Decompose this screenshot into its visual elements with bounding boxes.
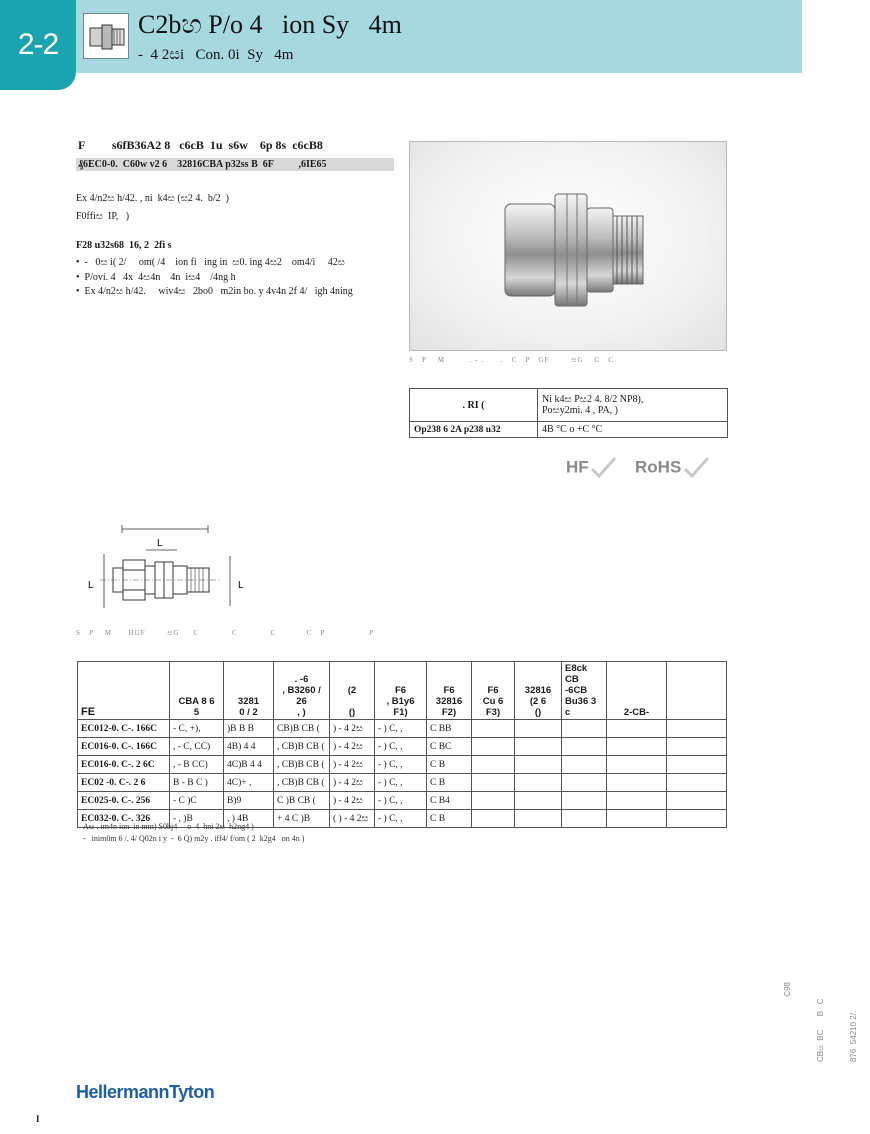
- table-cell: 4B) 4 4: [224, 738, 274, 756]
- table-cell: C BB: [427, 720, 472, 738]
- doc-ref-line: 876 54210 2/.: [849, 1010, 858, 1062]
- table-cell: B)9: [224, 792, 274, 810]
- table-cell: [667, 720, 727, 738]
- drawing-caption: S P M HGF සG C C C C P P: [76, 629, 375, 637]
- table-cell: ( ) - 4 2ස: [330, 810, 375, 828]
- column-header: E8ck CB -6CB Bu36 3 c: [562, 662, 607, 720]
- column-header: 3281 0 / 2: [224, 662, 274, 720]
- table-cell: ) - 4 2ස: [330, 792, 375, 810]
- table-cell: - ) C, ,: [375, 720, 427, 738]
- table-header-row: [78, 662, 727, 720]
- table-cell: 4C)+ ,: [224, 774, 274, 792]
- table-cell: - , )B: [170, 810, 224, 828]
- product-title: F s6fB36A2 8 c6cB 1u s6w 6p 8s c6cB8: [78, 138, 323, 152]
- page-subtitle: - 4 2සi Con. 0i Sy 4m: [138, 47, 294, 63]
- doc-ref-line: CBස BC B C: [816, 998, 825, 1062]
- table-cell: [562, 720, 607, 738]
- table-cell: [472, 738, 515, 756]
- footnote-1: Aස . im4n ion in mm) S0bj4 o 4 hni 2ස h2ng4 ): [83, 822, 254, 831]
- table-cell: [562, 792, 607, 810]
- product-data-table: [77, 661, 727, 828]
- table-cell: )B B B: [224, 720, 274, 738]
- table-cell: [562, 756, 607, 774]
- table-cell: ) - 4 2ස: [330, 774, 375, 792]
- table-cell: , CB)B CB (: [274, 774, 330, 792]
- dim-label-left: L: [88, 580, 94, 591]
- column-header: . -6 , B3260 / 26 , ): [274, 662, 330, 720]
- table-cell: [607, 738, 667, 756]
- table-cell: - C, +),: [170, 720, 224, 738]
- material-value: [538, 389, 728, 422]
- product-line-2: F0ffiස IP, ): [76, 211, 130, 222]
- table-cell: [515, 810, 562, 828]
- table-cell: + 4 C )B: [274, 810, 330, 828]
- table-cell: [667, 738, 727, 756]
- page-marker: I: [36, 1114, 40, 1124]
- material-label: . RI (: [410, 389, 538, 422]
- table-cell: [472, 756, 515, 774]
- rohs-label: RoHS: [635, 457, 682, 477]
- table-cell: B - B C ): [170, 774, 224, 792]
- column-header: CBA 8 6 5: [170, 662, 224, 720]
- check-icon: [589, 456, 617, 480]
- table-cell: [515, 774, 562, 792]
- table-cell: [667, 792, 727, 810]
- table-cell: [515, 756, 562, 774]
- table-cell: , ) 4B: [224, 810, 274, 828]
- features-title: F28 u32s68 16, 2 2fi s: [76, 240, 172, 251]
- table-cell: [562, 810, 607, 828]
- table-cell: - ) C, ,: [375, 756, 427, 774]
- conduit-fitting-icon: [83, 13, 129, 59]
- table-cell: [562, 774, 607, 792]
- table-cell: [667, 774, 727, 792]
- table-cell: [472, 792, 515, 810]
- product-code-cell: EC012-0. C-. 166C: [78, 720, 170, 738]
- material-value-line: Poසy2mi. 4 , PA, ): [542, 405, 619, 416]
- material-value-line: Ni k4ස Pස2 4. 8/2 NP8),: [542, 394, 644, 405]
- doc-ref-line: C98: [783, 982, 792, 997]
- feature-item: • Ex 4/n2ස h/42. wiv4ස 2bo0 m2in bo. y 4v4n 2f 4/ igh 4ning: [76, 286, 353, 301]
- product-line-1: Ex 4/n2ස h/42. , ni k4ස (ස2 4. b/2 ): [76, 193, 229, 204]
- photo-caption: S P M . - . . C P GF සG C C: [409, 356, 615, 364]
- table-cell: - ) C, ,: [375, 774, 427, 792]
- table-row: [78, 792, 727, 810]
- operating-temp-label: Op238 6 2A p238 u32: [410, 422, 538, 438]
- column-header: F6 , B1y6 F1): [375, 662, 427, 720]
- table-cell: [515, 738, 562, 756]
- check-icon: [682, 456, 710, 480]
- table-cell: , CB)B CB (: [274, 738, 330, 756]
- feature-item: • - 0ස i( 2/ om( /4 ion fi ing in ස0. ing 4ස2 om4/i 42ස: [76, 257, 353, 272]
- table-cell: [607, 756, 667, 774]
- material-table: [409, 388, 728, 438]
- rohs-badge: [635, 456, 710, 480]
- table-row: [78, 756, 727, 774]
- page-title: C2bහ P/o 4 ion Sy 4m: [138, 10, 402, 39]
- product-code-cell: EC016-0. C-. 166C: [78, 738, 170, 756]
- table-cell: C B: [427, 756, 472, 774]
- product-photo: [409, 141, 727, 351]
- features-list: [76, 257, 353, 301]
- table-cell: [472, 720, 515, 738]
- table-cell: [515, 720, 562, 738]
- table-cell: ) - 4 2ස: [330, 756, 375, 774]
- table-cell: C )B CB (: [274, 792, 330, 810]
- product-code-cell: EC02 -0. C-. 2 6: [78, 774, 170, 792]
- dimension-drawing: [80, 522, 260, 622]
- table-cell: 4C)B 4 4: [224, 756, 274, 774]
- table-cell: [562, 738, 607, 756]
- product-code-cell: EC016-0. C-. 2 6C: [78, 756, 170, 774]
- footnote-2: - inim0m 6 /. 4/ Q02n i y - 6 Q) m2y . iff4/ f/om ( 2 k2g4 on 4n ): [83, 834, 305, 843]
- table-cell: C B4: [427, 792, 472, 810]
- table-cell: C B: [427, 774, 472, 792]
- table-cell: [472, 810, 515, 828]
- table-cell: C BC: [427, 738, 472, 756]
- table-cell: [472, 774, 515, 792]
- hf-label: HF: [566, 457, 589, 477]
- section-tab: 2-2: [0, 0, 76, 90]
- table-row: [78, 774, 727, 792]
- feature-item: • P/ovi. 4 4x 4ස4n 4n iස4 /4ng h: [76, 272, 353, 287]
- table-cell: , - C, CC): [170, 738, 224, 756]
- table-row: [78, 720, 727, 738]
- table-cell: - ) C, ,: [375, 792, 427, 810]
- column-header: 2-CB-: [607, 662, 667, 720]
- table-cell: C B: [427, 810, 472, 828]
- halogen-free-badge: [566, 456, 617, 480]
- product-code-cell: EC032-0. C-. 326: [78, 810, 170, 828]
- column-header: [667, 662, 727, 720]
- table-cell: [667, 756, 727, 774]
- table-cell: - C )C: [170, 792, 224, 810]
- column-header: F6 Cu 6 F3): [472, 662, 515, 720]
- company-logo: HellermannTyton: [76, 1082, 215, 1102]
- table-cell: , - B CC): [170, 756, 224, 774]
- dim-label-right: L: [238, 580, 244, 591]
- table-cell: [607, 720, 667, 738]
- table-cell: - ) C, ,: [375, 738, 427, 756]
- table-cell: ) - 4 2ස: [330, 738, 375, 756]
- table-cell: [515, 792, 562, 810]
- table-row: [78, 738, 727, 756]
- table-cell: [607, 810, 667, 828]
- column-header: F6 32816 F2): [427, 662, 472, 720]
- table-cell: [667, 810, 727, 828]
- column-header: FE: [78, 662, 170, 720]
- column-header: (2 (): [330, 662, 375, 720]
- table-cell: [607, 774, 667, 792]
- column-header: 32816 (2 6 (): [515, 662, 562, 720]
- operating-temp-value: 4B °C o +C °C: [538, 422, 728, 438]
- table-cell: [607, 792, 667, 810]
- dim-label-top: L: [157, 538, 163, 549]
- document-reference: [760, 982, 870, 1062]
- table-cell: - ) C, ,: [375, 810, 427, 828]
- table-cell: CB)B CB (: [274, 720, 330, 738]
- product-code-bar: ₰6EC0-0. C60w v2 6 32816CBA p32ss B 6F ,6IE65: [76, 158, 394, 171]
- table-cell: ) - 4 2ස: [330, 720, 375, 738]
- product-code-cell: EC025-0. C-. 256: [78, 792, 170, 810]
- table-cell: , CB)B CB (: [274, 756, 330, 774]
